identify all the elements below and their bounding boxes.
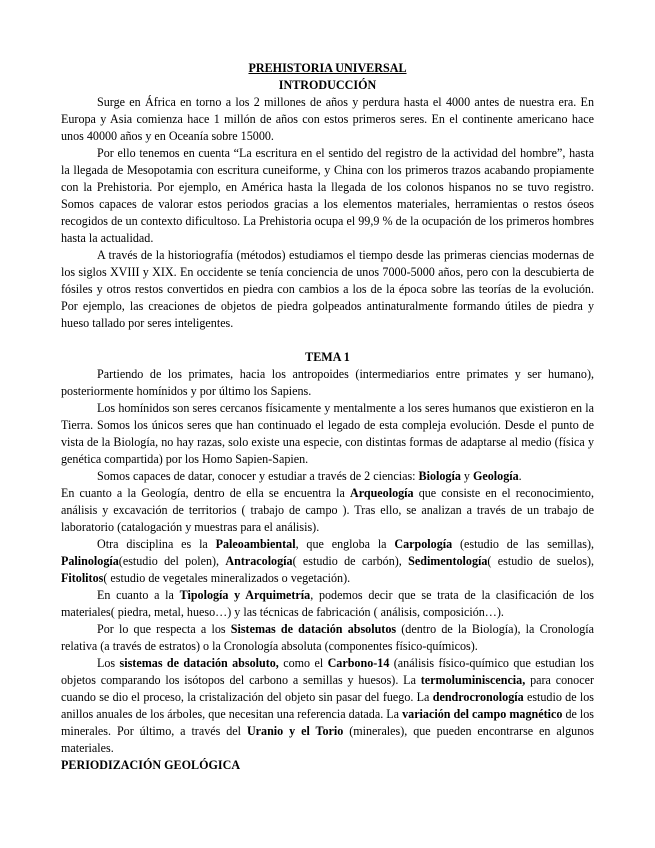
bold-term: Antracología: [225, 554, 293, 568]
bold-term: Arqueología: [349, 486, 414, 500]
bold-term: termoluminiscencia,: [420, 673, 526, 687]
text-run: Somos capaces de datar, conocer y estudiar a través de 2 ciencias:: [97, 469, 419, 483]
intro-paragraph-2: Por ello tenemos en cuenta “La escritura en el sentido del registro de la actividad del hombre”, hasta la llegada de Mesopotamia con escritura cuneiforme, y China con los primeros trazos acabando propiamente con la Prehistoria. Por ejemplo, en América hasta la llegada de los colonos hispanos no se tuvo registro. Somos capaces de valorar estos periodos gracias a los elementos materiales, herramientas o restos óseos recogidos de un contexto dificultoso. La Prehistoria ocupa el 99,9 % de la ocupación de los primeros hombres hasta la actualidad.: [61, 146, 594, 245]
text-run: Los: [97, 656, 120, 670]
bold-term: Biología: [418, 469, 461, 483]
periodizacion-heading: PERIODIZACIÓN GEOLÓGICA: [61, 758, 241, 772]
text-run: , que engloba la: [295, 537, 395, 551]
bold-term: dendrocronología: [432, 690, 524, 704]
text-run: (análisis físico-químico que estudian los objetos comparando los isótopos del carbono a semillas y huesos). La: [61, 656, 594, 687]
intro-paragraph-1: Surge en África en torno a los 2 millones de años y perdura hasta el 4000 antes de nuestra era. En Europa y Asia comienza hace 1 millón de años con estos primeros seres. En el continente americano hace unos 40000 años y en Oceanía sobre 15000.: [61, 95, 594, 143]
text-run: Por lo que respecta a los: [97, 622, 231, 636]
spacer: [61, 332, 594, 349]
text-run: y: [460, 469, 473, 483]
tema-paragraph-4: [61, 485, 594, 536]
bold-term: variación del campo magnético: [402, 707, 563, 721]
text-run: , podemos decir que se trata de la clasificación de los materiales( piedra, metal, hueso…) y las técnicas de fabricación ( análisis, composición…).: [61, 588, 594, 619]
text-run: .: [518, 469, 522, 483]
text-run: como el: [278, 656, 328, 670]
text-run: (minerales), que pueden encontrarse en algunos materiales.: [61, 724, 595, 755]
bold-term: sistemas de datación absoluto,: [119, 656, 279, 670]
text-run: que consiste en el reconocimiento, análisis y excavación de territorios ( trabajo de campo ). Tras ello, se analizan a través de un trabajo de laboratorio (catalogación y muestras para el análisis).: [61, 486, 594, 534]
tema-paragraph-7: [61, 621, 594, 655]
bold-term: Paleoambiental: [215, 537, 296, 551]
tema-paragraph-6: [61, 587, 594, 621]
text-run: En cuanto a la: [97, 588, 180, 602]
bold-term: Sistemas de datación absolutos: [230, 622, 397, 636]
text-run: ( estudio de suelos),: [487, 554, 594, 568]
text-run: ( estudio de carbón),: [292, 554, 409, 568]
intro-paragraph-3: A través de la historiografía (métodos) estudiamos el tiempo desde las primeras ciencias modernas de los siglos XVIII y XIX. En occidente se tenía conciencia de unos 7000-5000 años, pero con la descubierta de fósiles y otros restos convertidos en piedra con cambios a los de la época sobre las teorías de la evolución. Por ejemplo, las creaciones de objetos de piedra golpeados antinaturalmente formando útiles de piedra y hueso tallado por seres inteligentes.: [61, 248, 594, 330]
bold-term: Uranio y el Torio: [246, 724, 344, 738]
bold-term: Tipología y Arquimetría: [179, 588, 311, 602]
text-run: Otra disciplina es la: [97, 537, 216, 551]
bold-term: Fitolitos: [61, 571, 104, 585]
document-title: PREHISTORIA UNIVERSAL: [248, 61, 407, 75]
document-body: [61, 60, 594, 774]
text-run: ( estudio de vegetales mineralizados o vegetación).: [103, 571, 351, 585]
tema-heading: TEMA 1: [305, 350, 350, 364]
text-run: (dentro de la Biología), la Cronología relativa (a través de estratos) o la Cronología absoluta (componentes físico-químicos).: [61, 622, 594, 653]
tema-paragraph-2: Los homínidos son seres cercanos físicamente y mentalmente a los seres humanos que existieron en la Tierra. Somos los únicos seres que han continuado el legado de esta compleja evolución. Desde el punto de vista de la Biología, no hay razas, solo existe una especie, con distintas formas de adaptarse al medio (física y genética compartida) por los Homo Sapien-Sapien.: [61, 401, 594, 466]
bold-term: Carpología: [394, 537, 453, 551]
text-run: En cuanto a la Geología, dentro de ella se encuentra la: [61, 486, 350, 500]
text-run: para conocer cuando se dio el proceso, la cristalización del objeto sin pasar del fuego. La: [61, 673, 594, 704]
bold-term: Palinología: [61, 554, 119, 568]
text-run: (estudio del polen),: [118, 554, 226, 568]
bold-term: Sedimentología: [408, 554, 488, 568]
intro-heading: INTRODUCCIÓN: [278, 78, 377, 92]
bold-term: Carbono-14: [327, 656, 390, 670]
text-run: (estudio de las semillas),: [452, 537, 594, 551]
text-run: de los minerales. Por último, a través del: [61, 707, 595, 738]
tema-paragraph-8: [61, 655, 594, 757]
tema-paragraph-1: Partiendo de los primates, hacia los antropoides (intermediarios entre primates y ser humano), posteriormente homínidos y por último los Sapiens.: [61, 367, 594, 398]
tema-paragraph-5: [61, 536, 594, 587]
tema-paragraph-3: [61, 468, 594, 485]
text-run: estudio de los anillos anuales de los árboles, que necesitan una referencia datada. La: [61, 690, 594, 721]
bold-term: Geología: [472, 469, 519, 483]
